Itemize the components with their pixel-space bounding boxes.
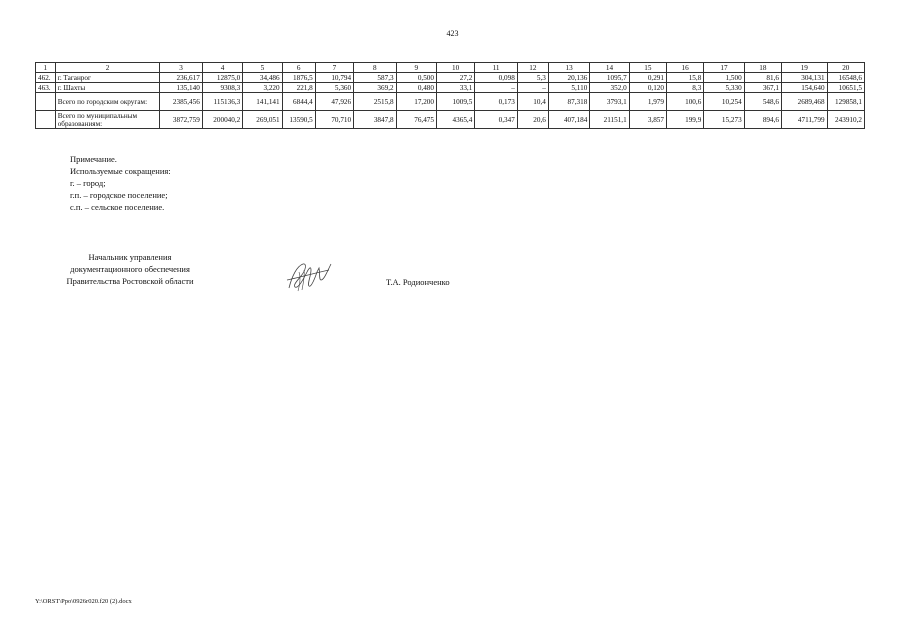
data-table <box>35 62 865 129</box>
signer-position-line: Начальник управления <box>88 252 172 262</box>
row-name-cell: Всего по городским округам: <box>55 93 160 111</box>
column-header: 19 <box>781 63 827 73</box>
column-header: 5 <box>243 63 282 73</box>
table-body <box>36 73 865 129</box>
notes-item: г. – город; <box>70 178 106 188</box>
value-cell: 154,640 <box>781 83 827 93</box>
value-cell: 221,8 <box>282 83 315 93</box>
value-cell: 0,480 <box>396 83 436 93</box>
file-path: Y:\ORST\Ppo\0926r020.f20 (2).docx <box>35 598 132 605</box>
table-row <box>36 83 865 93</box>
value-cell: 1876,5 <box>282 73 315 83</box>
value-cell: 0,347 <box>475 111 517 129</box>
value-cell: 269,051 <box>243 111 282 129</box>
signer-position-line: документационного обеспечения <box>70 264 190 274</box>
value-cell: 87,318 <box>548 93 589 111</box>
value-cell: 5,3 <box>517 73 548 83</box>
value-cell: 6844,4 <box>282 93 315 111</box>
column-header: 13 <box>548 63 589 73</box>
value-cell: 587,3 <box>354 73 396 83</box>
value-cell: 548,6 <box>744 93 781 111</box>
value-cell: 2689,468 <box>781 93 827 111</box>
table-row <box>36 111 865 129</box>
table-row <box>36 73 865 83</box>
value-cell: 894,6 <box>744 111 781 129</box>
table-row <box>36 93 865 111</box>
value-cell: 243910,2 <box>827 111 864 129</box>
value-cell: 34,486 <box>243 73 282 83</box>
value-cell: 12875,0 <box>202 73 242 83</box>
value-cell: 115136,3 <box>202 93 242 111</box>
value-cell: 3,857 <box>629 111 666 129</box>
notes-item: г.п. – городское поселение; <box>70 190 168 200</box>
value-cell: 70,710 <box>315 111 353 129</box>
table-header-row <box>36 63 865 73</box>
value-cell: 5,330 <box>704 83 744 93</box>
value-cell: 2385,456 <box>160 93 202 111</box>
column-header: 1 <box>36 63 56 73</box>
column-header: 14 <box>590 63 629 73</box>
value-cell: – <box>517 83 548 93</box>
value-cell: 3847,8 <box>354 111 396 129</box>
value-cell: 0,173 <box>475 93 517 111</box>
value-cell: 1095,7 <box>590 73 629 83</box>
value-cell: 20,136 <box>548 73 589 83</box>
value-cell: 304,131 <box>781 73 827 83</box>
value-cell: 76,475 <box>396 111 436 129</box>
column-header: 16 <box>666 63 703 73</box>
row-number-cell: 463. <box>36 83 56 93</box>
value-cell: 352,0 <box>590 83 629 93</box>
column-header: 3 <box>160 63 202 73</box>
value-cell: 369,2 <box>354 83 396 93</box>
value-cell: 47,926 <box>315 93 353 111</box>
value-cell: 0,291 <box>629 73 666 83</box>
value-cell: 1,500 <box>704 73 744 83</box>
row-number-cell <box>36 93 56 111</box>
column-header: 4 <box>202 63 242 73</box>
notes-item: с.п. – сельское поселение. <box>70 202 165 212</box>
value-cell: 10,794 <box>315 73 353 83</box>
value-cell: 5,110 <box>548 83 589 93</box>
column-header: 6 <box>282 63 315 73</box>
column-header: 9 <box>396 63 436 73</box>
value-cell: 1009,5 <box>436 93 474 111</box>
value-cell: 4711,799 <box>781 111 827 129</box>
value-cell: 20,6 <box>517 111 548 129</box>
value-cell: 1,979 <box>629 93 666 111</box>
notes <box>70 153 171 213</box>
signer-position <box>30 251 230 287</box>
column-header: 7 <box>315 63 353 73</box>
column-header: 10 <box>436 63 474 73</box>
value-cell: 9308,3 <box>202 83 242 93</box>
row-number-cell: 462. <box>36 73 56 83</box>
value-cell: 15,273 <box>704 111 744 129</box>
value-cell: 367,1 <box>744 83 781 93</box>
value-cell: 236,617 <box>160 73 202 83</box>
value-cell: 129858,1 <box>827 93 864 111</box>
signer-position-line: Правительства Ростовской области <box>66 276 194 286</box>
page-number: 423 <box>446 29 459 38</box>
row-name-cell: г. Шахты <box>55 83 160 93</box>
column-header: 12 <box>517 63 548 73</box>
row-number-cell <box>36 111 56 129</box>
value-cell: 0,098 <box>475 73 517 83</box>
row-name-cell: Всего по муниципальным образованиям: <box>55 111 160 129</box>
notes-subtitle: Используемые сокращения: <box>70 166 171 176</box>
value-cell: 81,6 <box>744 73 781 83</box>
column-header: 20 <box>827 63 864 73</box>
column-header: 2 <box>55 63 160 73</box>
value-cell: 407,184 <box>548 111 589 129</box>
column-header: 15 <box>629 63 666 73</box>
value-cell: 27,2 <box>436 73 474 83</box>
value-cell: 4365,4 <box>436 111 474 129</box>
value-cell: 33,1 <box>436 83 474 93</box>
value-cell: 0,500 <box>396 73 436 83</box>
value-cell: 2515,8 <box>354 93 396 111</box>
value-cell: 0,120 <box>629 83 666 93</box>
notes-title: Примечание. <box>70 154 117 164</box>
signer-name: Т.А. Родионченко <box>386 277 450 287</box>
value-cell: 10651,5 <box>827 83 864 93</box>
value-cell: 200040,2 <box>202 111 242 129</box>
value-cell: 199,9 <box>666 111 703 129</box>
value-cell: 21151,1 <box>590 111 629 129</box>
row-name-cell: г. Таганрог <box>55 73 160 83</box>
value-cell: 17,200 <box>396 93 436 111</box>
value-cell: 15,8 <box>666 73 703 83</box>
value-cell: 10,254 <box>704 93 744 111</box>
value-cell: 100,6 <box>666 93 703 111</box>
value-cell: 10,4 <box>517 93 548 111</box>
column-header: 11 <box>475 63 517 73</box>
value-cell: 141,141 <box>243 93 282 111</box>
value-cell: 16548,6 <box>827 73 864 83</box>
value-cell: 5,360 <box>315 83 353 93</box>
value-cell: – <box>475 83 517 93</box>
value-cell: 3872,759 <box>160 111 202 129</box>
value-cell: 3793,1 <box>590 93 629 111</box>
value-cell: 135,140 <box>160 83 202 93</box>
column-header: 18 <box>744 63 781 73</box>
value-cell: 13590,5 <box>282 111 315 129</box>
column-header: 8 <box>354 63 396 73</box>
handwritten-signature <box>283 258 333 294</box>
value-cell: 3,220 <box>243 83 282 93</box>
column-header: 17 <box>704 63 744 73</box>
value-cell: 8,3 <box>666 83 703 93</box>
